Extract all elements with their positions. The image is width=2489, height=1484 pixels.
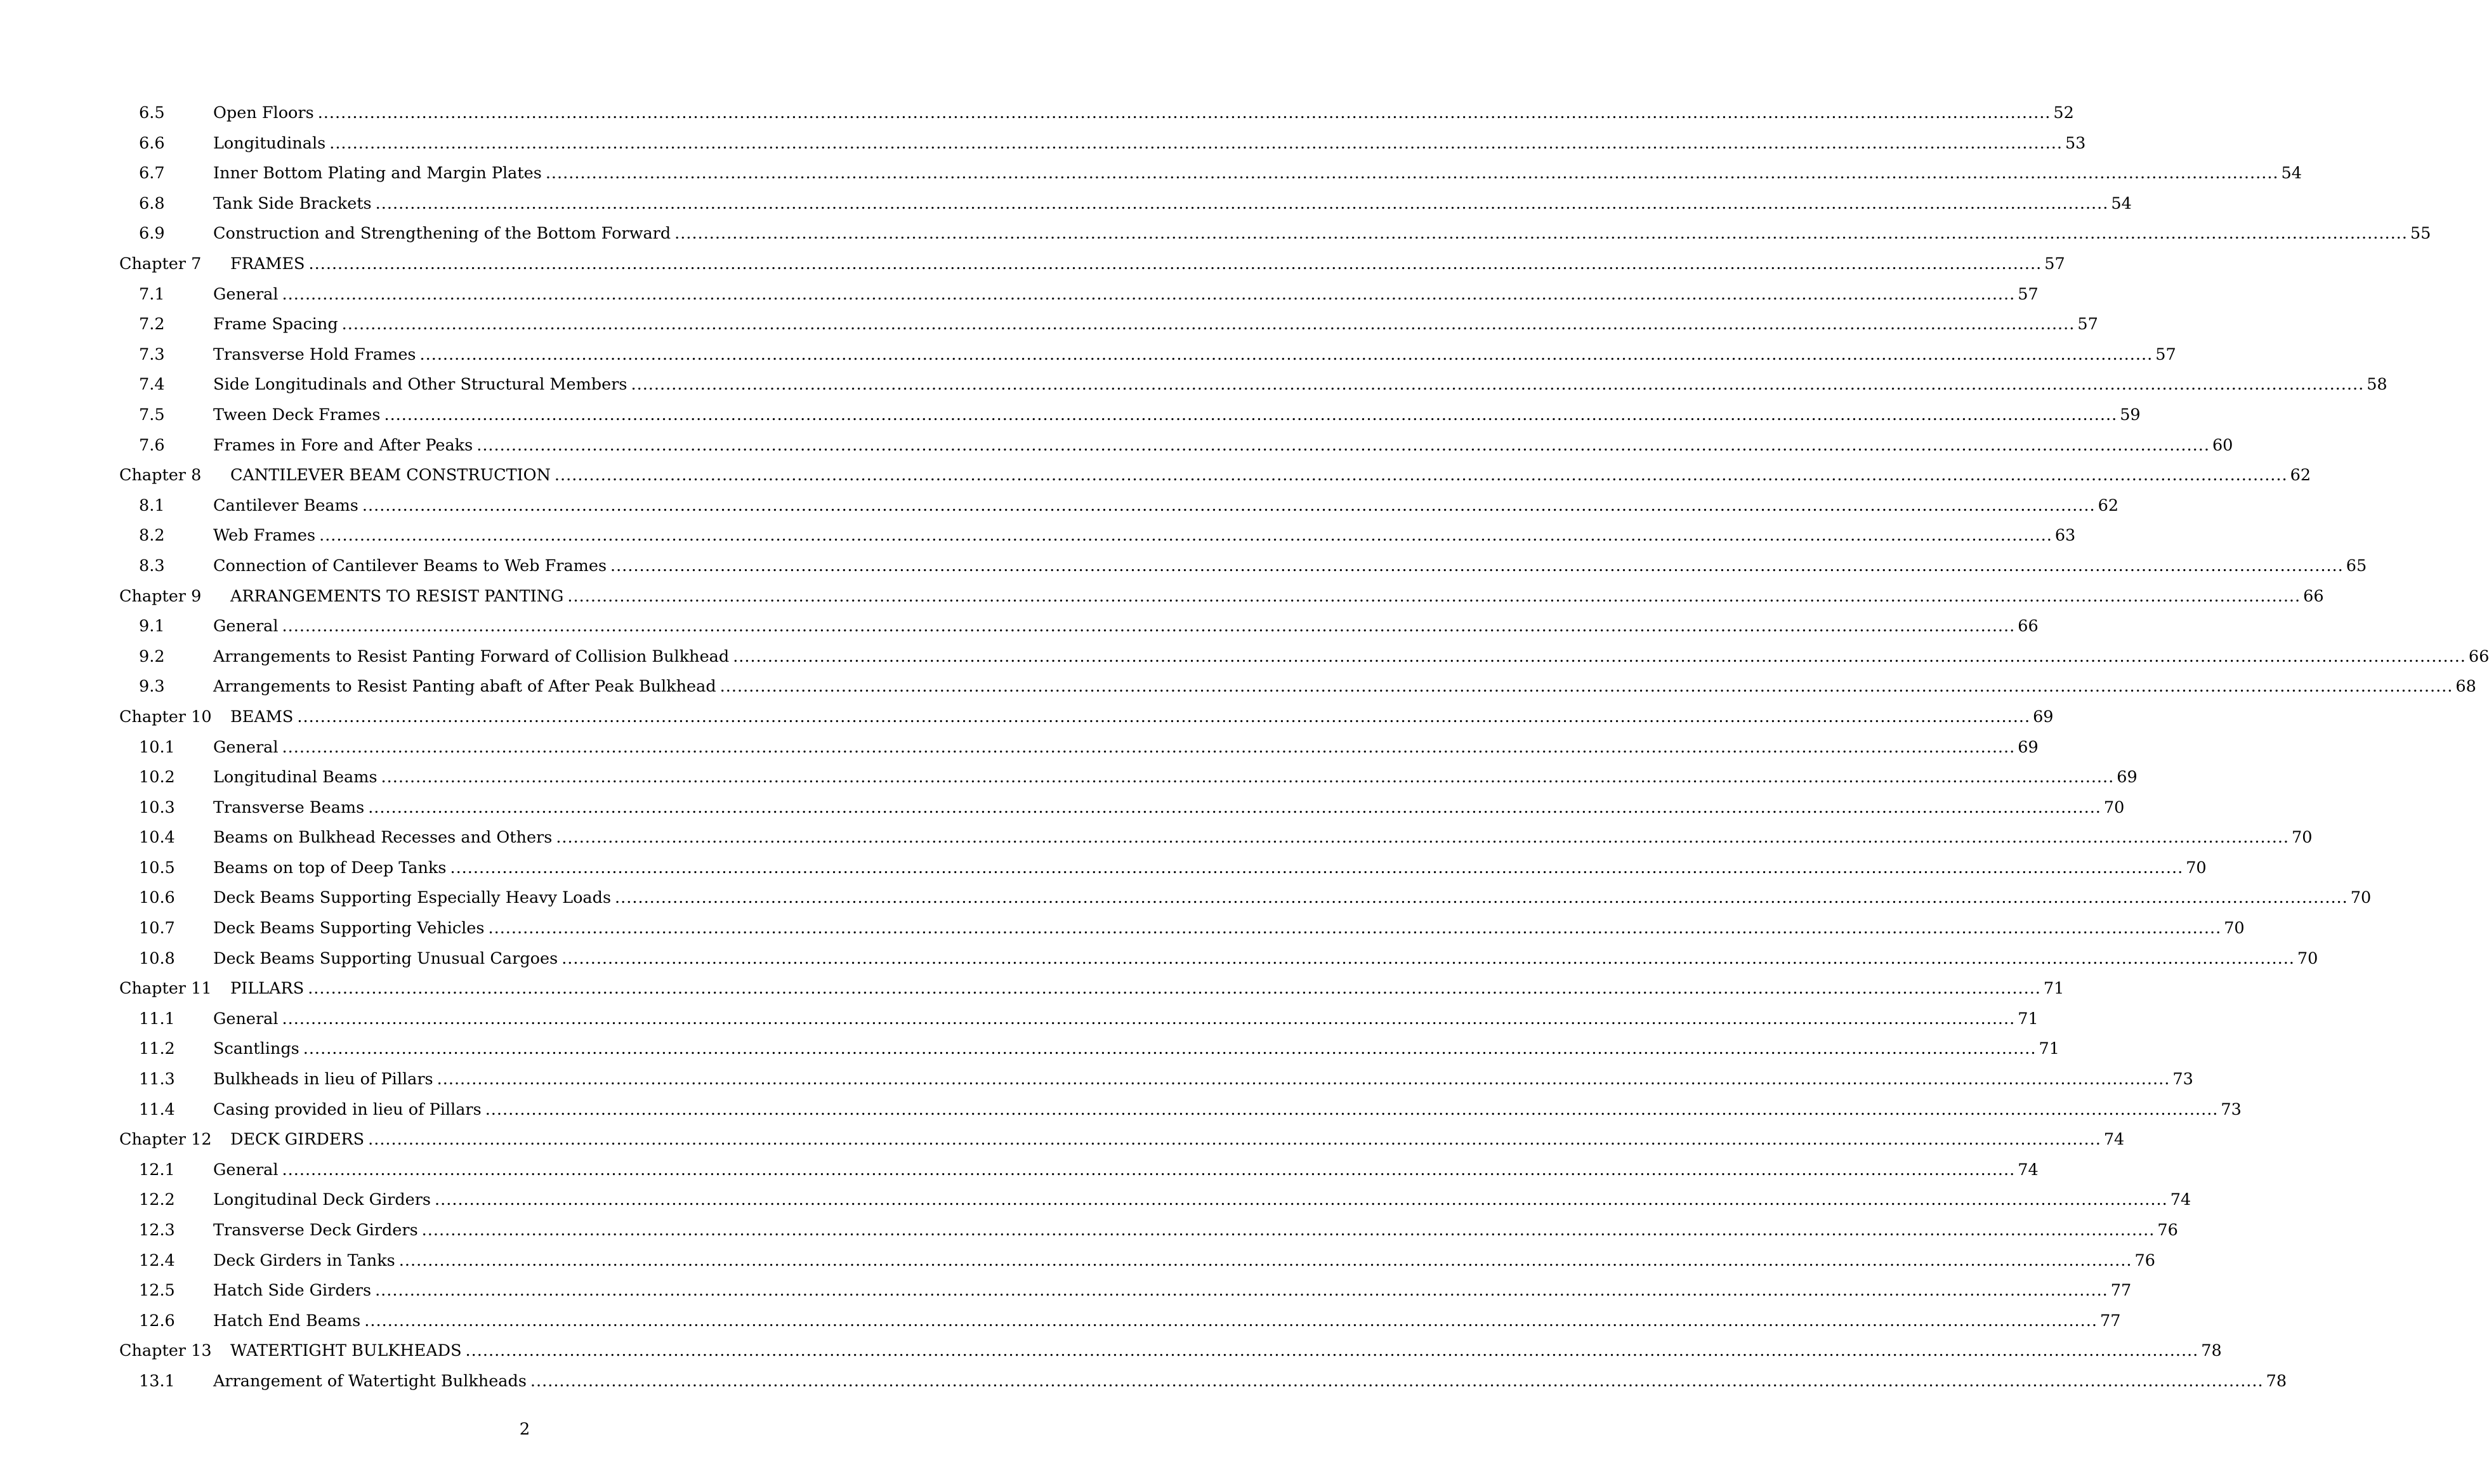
toc-entry-page: 74 bbox=[2103, 1130, 2125, 1150]
toc-entry-number: 8.2 bbox=[139, 526, 165, 546]
dot-leader: ............................................................................................................................................................................................................................................................................................................ bbox=[485, 1100, 2219, 1119]
dot-leader: ............................................................................................................................................................................................................................................................................................................ bbox=[476, 435, 2210, 455]
toc-entry-page: 78 bbox=[2266, 1371, 2287, 1391]
toc-entry-page: 76 bbox=[2134, 1251, 2155, 1270]
toc-entry-number: 6.5 bbox=[139, 103, 165, 123]
dot-leader: ............................................................................................................................................................................................................................................................................................................ bbox=[282, 1160, 2016, 1179]
toc-entry-number: Chapter 12 bbox=[119, 1130, 212, 1150]
toc-entry-title: Bulkheads in lieu of Pillars bbox=[213, 1070, 433, 1089]
toc-entry-number: 8.1 bbox=[139, 496, 165, 515]
toc-section-entry[interactable] bbox=[119, 914, 2245, 944]
toc-chapter-entry[interactable] bbox=[119, 1125, 2125, 1155]
toc-entry-title: Open Floors bbox=[213, 103, 314, 123]
toc-entry-title: Casing provided in lieu of Pillars bbox=[213, 1100, 482, 1119]
dot-leader: ............................................................................................................................................................................................................................................................................................................ bbox=[282, 617, 2016, 636]
toc-entry-page: 57 bbox=[2018, 284, 2039, 304]
toc-section-entry[interactable] bbox=[119, 642, 2489, 673]
toc-section-entry[interactable] bbox=[119, 883, 2372, 914]
toc-section-entry[interactable] bbox=[119, 340, 2176, 371]
toc-entry-page: 59 bbox=[2120, 405, 2141, 424]
toc-entry-number: Chapter 9 bbox=[119, 586, 202, 606]
dot-leader: ............................................................................................................................................................................................................................................................................................................ bbox=[421, 1221, 2155, 1240]
toc-entry-number: 10.8 bbox=[139, 949, 175, 968]
toc-section-entry[interactable] bbox=[119, 1155, 2039, 1186]
toc-section-entry[interactable] bbox=[119, 189, 2132, 220]
toc-section-entry[interactable] bbox=[119, 823, 2313, 853]
toc-section-entry[interactable] bbox=[119, 219, 2431, 249]
toc-entry-number: Chapter 8 bbox=[119, 466, 202, 485]
toc-section-entry[interactable] bbox=[119, 1306, 2121, 1337]
toc-entry-title: Longitudinals bbox=[213, 133, 326, 153]
toc-entry-page: 70 bbox=[2186, 858, 2207, 877]
toc-entry-number: 6.9 bbox=[139, 224, 165, 244]
toc-entry-number: 10.5 bbox=[139, 858, 175, 877]
toc-entry-page: 70 bbox=[2297, 949, 2318, 968]
toc-entry-page: 74 bbox=[2018, 1160, 2039, 1179]
toc-entry-title: General bbox=[213, 737, 279, 757]
toc-entry-title: Longitudinal Deck Girders bbox=[213, 1190, 431, 1210]
toc-entry-title: Frames in Fore and After Peaks bbox=[213, 435, 473, 455]
toc-section-entry[interactable] bbox=[119, 1276, 2132, 1306]
toc-entry-number: 6.8 bbox=[139, 194, 165, 213]
toc-entry-page: 69 bbox=[2033, 707, 2054, 726]
dot-leader: ............................................................................................................................................................................................................................................................................................................ bbox=[364, 1311, 2098, 1330]
toc-entry-page: 57 bbox=[2077, 315, 2098, 334]
toc-section-entry[interactable] bbox=[119, 1034, 2059, 1065]
toc-entry-number: 9.3 bbox=[139, 677, 165, 697]
toc-entry-number: 12.4 bbox=[139, 1251, 175, 1270]
dot-leader: ............................................................................................................................................................................................................................................................................................................ bbox=[329, 133, 2063, 153]
toc-section-entry[interactable] bbox=[119, 1367, 2287, 1397]
toc-entry-page: 63 bbox=[2054, 526, 2076, 546]
toc-entry-title: Arrangements to Resist Panting Forward of Collision Bulkhead bbox=[213, 647, 730, 666]
dot-leader: ............................................................................................................................................................................................................................................................................................................ bbox=[308, 254, 2042, 274]
toc-entry-number: 7.4 bbox=[139, 375, 165, 395]
toc-entry-number: 10.2 bbox=[139, 768, 175, 787]
toc-chapter-entry[interactable] bbox=[119, 461, 2311, 491]
toc-entry-title: Deck Beams Supporting Vehicles bbox=[213, 919, 485, 938]
toc-entry-number: 10.4 bbox=[139, 828, 175, 848]
dot-leader: ............................................................................................................................................................................................................................................................................................................ bbox=[556, 828, 2290, 848]
toc-entry-page: 69 bbox=[2018, 737, 2039, 757]
toc-entry-page: 68 bbox=[2455, 677, 2476, 697]
toc-entry-page: 66 bbox=[2468, 647, 2489, 666]
toc-entry-number: 10.3 bbox=[139, 798, 175, 817]
dot-leader: ............................................................................................................................................................................................................................................................................................................ bbox=[341, 315, 2075, 334]
toc-entry-title: Scantlings bbox=[213, 1039, 299, 1059]
toc-chapter-entry[interactable] bbox=[119, 249, 2065, 280]
toc-chapter-entry[interactable] bbox=[119, 702, 2054, 733]
toc-section-entry[interactable] bbox=[119, 129, 2086, 159]
toc-entry-page: 66 bbox=[2303, 586, 2324, 606]
toc-entry-page: 57 bbox=[2155, 345, 2176, 364]
toc-entry-page: 77 bbox=[2110, 1281, 2132, 1301]
dot-leader: ............................................................................................................................................................................................................................................................................................................ bbox=[282, 1009, 2016, 1028]
dot-leader: ............................................................................................................................................................................................................................................................................................................ bbox=[437, 1070, 2170, 1089]
toc-entry-page: 74 bbox=[2170, 1190, 2191, 1210]
toc-entry-title: BEAMS bbox=[230, 707, 294, 726]
toc-entry-page: 69 bbox=[2117, 768, 2138, 787]
toc-entry-page: 57 bbox=[2044, 254, 2065, 274]
dot-leader: ............................................................................................................................................................................................................................................................................................................ bbox=[282, 284, 2016, 304]
toc-entry-page: 71 bbox=[2018, 1009, 2039, 1028]
toc-entry-title: General bbox=[213, 1160, 279, 1179]
toc-entry-number: Chapter 7 bbox=[119, 254, 202, 274]
dot-leader: ............................................................................................................................................................................................................................................................................................................ bbox=[435, 1190, 2168, 1210]
toc-section-entry[interactable] bbox=[119, 551, 2367, 582]
toc-section-entry[interactable] bbox=[119, 1004, 2039, 1035]
toc-entry-number: 13.1 bbox=[139, 1371, 175, 1391]
dot-leader: ............................................................................................................................................................................................................................................................................................................ bbox=[384, 405, 2118, 424]
toc-section-entry[interactable] bbox=[119, 280, 2039, 310]
toc-entry-title: Connection of Cantilever Beams to Web Frames bbox=[213, 556, 607, 575]
dot-leader: ............................................................................................................................................................................................................................................................................................................ bbox=[465, 1341, 2199, 1361]
dot-leader: ............................................................................................................................................................................................................................................................................................................ bbox=[733, 647, 2466, 666]
toc-section-entry[interactable] bbox=[119, 370, 2387, 400]
toc-section-entry[interactable] bbox=[119, 159, 2302, 189]
toc-entry-title: DECK GIRDERS bbox=[230, 1130, 365, 1150]
toc-entry-number: 7.6 bbox=[139, 435, 165, 455]
toc-entry-title: Deck Girders in Tanks bbox=[213, 1251, 395, 1270]
toc-section-entry[interactable] bbox=[119, 793, 2125, 824]
toc-entry-number: 7.3 bbox=[139, 345, 165, 364]
toc-entry-number: 12.3 bbox=[139, 1221, 175, 1240]
dot-leader: ............................................................................................................................................................................................................................................................................................................ bbox=[375, 1281, 2108, 1301]
toc-entry-title: General bbox=[213, 617, 279, 636]
dot-leader: ............................................................................................................................................................................................................................................................................................................ bbox=[368, 798, 2101, 817]
toc-section-entry[interactable] bbox=[119, 672, 2476, 702]
toc-entry-page: 71 bbox=[2039, 1039, 2059, 1059]
toc-entry-title: Web Frames bbox=[213, 526, 316, 546]
toc-entry-page: 62 bbox=[2290, 466, 2311, 485]
dot-leader: ............................................................................................................................................................................................................................................................................................................ bbox=[362, 496, 2096, 515]
toc-entry-page: 52 bbox=[2053, 103, 2074, 123]
toc-entry-page: 60 bbox=[2212, 435, 2233, 455]
dot-leader: ............................................................................................................................................................................................................................................................................................................ bbox=[381, 768, 2115, 787]
dot-leader: ............................................................................................................................................................................................................................................................................................................ bbox=[282, 737, 2016, 757]
dot-leader: ............................................................................................................................................................................................................................................................................................................ bbox=[554, 466, 2288, 485]
toc-entry-page: 73 bbox=[2172, 1070, 2193, 1089]
toc-entry-title: Frame Spacing bbox=[213, 315, 338, 334]
dot-leader: ............................................................................................................................................................................................................................................................................................................ bbox=[545, 164, 2279, 183]
toc-entry-title: CANTILEVER BEAM CONSTRUCTION bbox=[230, 466, 551, 485]
dot-leader: ............................................................................................................................................................................................................................................................................................................ bbox=[317, 103, 2051, 123]
toc-entry-title: Inner Bottom Plating and Margin Plates bbox=[213, 164, 542, 183]
toc-entry-title: General bbox=[213, 284, 279, 304]
dot-leader: ............................................................................................................................................................................................................................................................................................................ bbox=[674, 224, 2408, 244]
toc-entry-title: Construction and Strengthening of the Bottom Forward bbox=[213, 224, 671, 244]
toc-entry-number: 11.4 bbox=[139, 1100, 175, 1119]
toc-section-entry[interactable] bbox=[119, 1095, 2242, 1126]
toc-section-entry[interactable] bbox=[119, 1246, 2155, 1277]
toc-entry-title: Tank Side Brackets bbox=[213, 194, 372, 213]
toc-entry-title: Arrangement of Watertight Bulkheads bbox=[213, 1371, 527, 1391]
toc-entry-title: Beams on Bulkhead Recesses and Others bbox=[213, 828, 553, 848]
toc-entry-page: 70 bbox=[2224, 919, 2245, 938]
dot-leader: ............................................................................................................................................................................................................................................................................................................ bbox=[368, 1130, 2101, 1150]
dot-leader: ............................................................................................................................................................................................................................................................................................................ bbox=[567, 586, 2301, 606]
toc-entry-title: ARRANGEMENTS TO RESIST PANTING bbox=[230, 586, 564, 606]
toc-entry-page: 77 bbox=[2099, 1311, 2121, 1330]
toc-section-entry[interactable] bbox=[119, 763, 2138, 793]
toc-entry-title: Transverse Hold Frames bbox=[213, 345, 416, 364]
dot-leader: ............................................................................................................................................................................................................................................................................................................ bbox=[562, 949, 2295, 968]
dot-leader: ............................................................................................................................................................................................................................................................................................................ bbox=[303, 1039, 2037, 1059]
toc-section-entry[interactable] bbox=[119, 944, 2318, 975]
toc-entry-title: Hatch End Beams bbox=[213, 1311, 361, 1330]
dot-leader: ............................................................................................................................................................................................................................................................................................................ bbox=[398, 1251, 2132, 1270]
toc-entry-page: 71 bbox=[2043, 979, 2065, 999]
toc-entry-page: 66 bbox=[2018, 617, 2039, 636]
toc-entry-page: 54 bbox=[2281, 164, 2302, 183]
toc-section-entry[interactable] bbox=[119, 612, 2039, 642]
toc-section-entry[interactable] bbox=[119, 310, 2098, 340]
dot-leader: ............................................................................................................................................................................................................................................................................................................ bbox=[375, 194, 2109, 213]
toc-entry-number: 11.3 bbox=[139, 1070, 175, 1089]
toc-entry-number: 6.6 bbox=[139, 133, 165, 153]
toc-entry-number: 12.2 bbox=[139, 1190, 175, 1210]
dot-leader: ............................................................................................................................................................................................................................................................................................................ bbox=[615, 888, 2348, 908]
toc-chapter-entry[interactable] bbox=[119, 582, 2324, 612]
dot-leader: ............................................................................................................................................................................................................................................................................................................ bbox=[308, 979, 2041, 999]
toc-entry-number: Chapter 13 bbox=[119, 1341, 212, 1361]
toc-entry-title: WATERTIGHT BULKHEADS bbox=[230, 1341, 462, 1361]
toc-entry-title: Longitudinal Beams bbox=[213, 768, 378, 787]
toc-entry-title: Cantilever Beams bbox=[213, 496, 358, 515]
toc-entry-title: Transverse Beams bbox=[213, 798, 365, 817]
toc-chapter-entry[interactable] bbox=[119, 1336, 2222, 1367]
toc-entry-number: 7.5 bbox=[139, 405, 165, 424]
toc-entry-number: 10.1 bbox=[139, 737, 175, 757]
toc-entry-title: Beams on top of Deep Tanks bbox=[213, 858, 447, 877]
dot-leader: ............................................................................................................................................................................................................................................................................................................ bbox=[530, 1371, 2264, 1391]
toc-section-entry[interactable] bbox=[119, 491, 2119, 522]
toc-entry-number: 10.6 bbox=[139, 888, 175, 908]
toc-section-entry[interactable] bbox=[119, 400, 2141, 431]
toc-entry-page: 76 bbox=[2157, 1221, 2178, 1240]
toc-entry-page: 62 bbox=[2098, 496, 2119, 515]
toc-entry-title: Deck Beams Supporting Unusual Cargoes bbox=[213, 949, 558, 968]
table-of-contents bbox=[119, 98, 2489, 1397]
toc-entry-page: 70 bbox=[2350, 888, 2372, 908]
page-number: 2 bbox=[519, 1420, 530, 1439]
toc-section-entry[interactable] bbox=[119, 98, 2074, 129]
toc-entry-number: 9.1 bbox=[139, 617, 165, 636]
toc-entry-page: 53 bbox=[2065, 133, 2086, 153]
toc-entry-number: Chapter 10 bbox=[119, 707, 212, 726]
toc-entry-title: Hatch Side Girders bbox=[213, 1281, 372, 1301]
toc-entry-page: 54 bbox=[2111, 194, 2132, 213]
toc-chapter-entry[interactable] bbox=[119, 974, 2065, 1004]
toc-entry-title: Transverse Deck Girders bbox=[213, 1221, 418, 1240]
toc-entry-number: 9.2 bbox=[139, 647, 165, 666]
toc-entry-number: 11.2 bbox=[139, 1039, 175, 1059]
toc-entry-page: 70 bbox=[2103, 798, 2125, 817]
toc-entry-number: 12.1 bbox=[139, 1160, 175, 1179]
dot-leader: ............................................................................................................................................................................................................................................................................................................ bbox=[319, 526, 2052, 546]
toc-section-entry[interactable] bbox=[119, 853, 2207, 884]
toc-entry-page: 78 bbox=[2201, 1341, 2222, 1361]
toc-entry-number: 12.5 bbox=[139, 1281, 175, 1301]
toc-entry-page: 73 bbox=[2221, 1100, 2242, 1119]
dot-leader: ............................................................................................................................................................................................................................................................................................................ bbox=[488, 919, 2222, 938]
dot-leader: ............................................................................................................................................................................................................................................................................................................ bbox=[419, 345, 2153, 364]
toc-entry-number: Chapter 11 bbox=[119, 979, 212, 999]
toc-section-entry[interactable] bbox=[119, 521, 2076, 551]
toc-entry-title: Side Longitudinals and Other Structural Members bbox=[213, 375, 627, 395]
toc-entry-number: 12.6 bbox=[139, 1311, 175, 1330]
toc-entry-number: 10.7 bbox=[139, 919, 175, 938]
toc-entry-number: 8.3 bbox=[139, 556, 165, 575]
toc-section-entry[interactable] bbox=[119, 431, 2233, 461]
toc-entry-title: Arrangements to Resist Panting abaft of After Peak Bulkhead bbox=[213, 677, 716, 697]
dot-leader: ............................................................................................................................................................................................................................................................................................................ bbox=[610, 556, 2344, 575]
toc-section-entry[interactable] bbox=[119, 732, 2039, 763]
toc-entry-title: Tween Deck Frames bbox=[213, 405, 381, 424]
toc-entry-page: 65 bbox=[2346, 556, 2367, 575]
toc-section-entry[interactable] bbox=[119, 1065, 2193, 1095]
toc-entry-number: 7.1 bbox=[139, 284, 165, 304]
toc-section-entry[interactable] bbox=[119, 1216, 2178, 1246]
toc-entry-title: FRAMES bbox=[230, 254, 305, 274]
toc-entry-page: 55 bbox=[2410, 224, 2431, 244]
toc-entry-number: 6.7 bbox=[139, 164, 165, 183]
toc-entry-number: 11.1 bbox=[139, 1009, 175, 1028]
toc-entry-title: General bbox=[213, 1009, 279, 1028]
toc-entry-title: Deck Beams Supporting Especially Heavy Loads bbox=[213, 888, 612, 908]
toc-section-entry[interactable] bbox=[119, 1185, 2191, 1216]
toc-entry-page: 70 bbox=[2292, 828, 2313, 848]
toc-entry-page: 58 bbox=[2367, 375, 2387, 395]
toc-entry-title: PILLARS bbox=[230, 979, 305, 999]
dot-leader: ............................................................................................................................................................................................................................................................................................................ bbox=[450, 858, 2184, 877]
dot-leader: ............................................................................................................................................................................................................................................................................................................ bbox=[719, 677, 2453, 697]
dot-leader: ............................................................................................................................................................................................................................................................................................................ bbox=[297, 707, 2031, 726]
dot-leader: ............................................................................................................................................................................................................................................................................................................ bbox=[631, 375, 2365, 395]
toc-entry-number: 7.2 bbox=[139, 315, 165, 334]
